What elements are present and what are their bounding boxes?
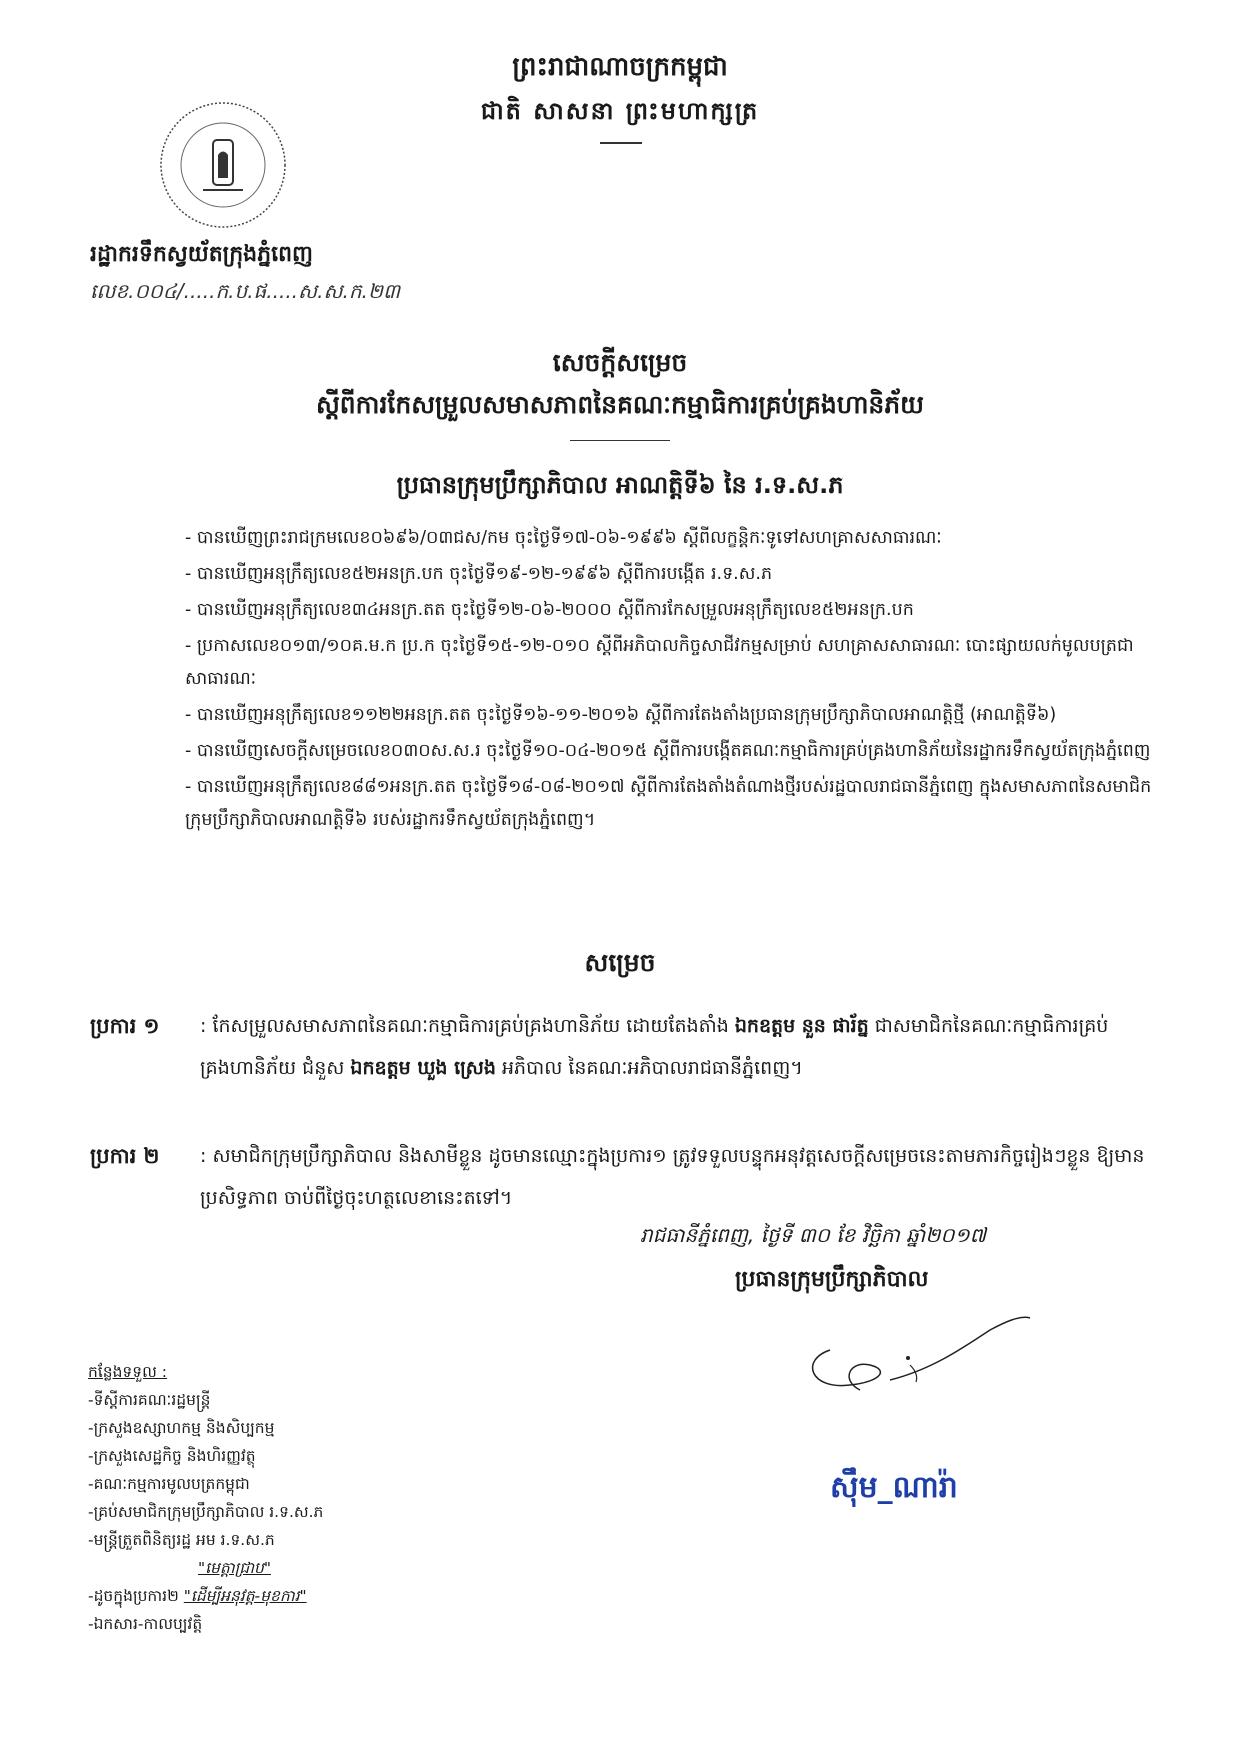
ppwsa-logo <box>158 100 288 230</box>
article-2-text: : សមាជិកក្រុមប្រឹក្សាភិបាល និងសាមីខ្លួន ដូចមានឈ្មោះក្នុងប្រការ១ ត្រូវទទួលបន្ទុកអនុវត្តសេចក្ដីសម្រេចនេះតាមភារកិច្ចរៀងៗខ្លួន ឱ្យមានប្រសិទ្ធភាព ចាប់ពីថ្ងៃចុះហត្ថលេខានេះតទៅ។ <box>200 1145 1145 1209</box>
article-1-text: : កែសម្រួលសមាសភាពនៃគណៈកម្មាធិការគ្រប់គ្រងហានិភ័យ ដោយតែងតាំង ឯកឧត្ដម នួន ផារ័ត្ន ជាសមាជិកនៃគណៈកម្មាធិការគ្រប់គ្រងហានិភ័យ ជំនួស ឯកឧត្ដម ឃួង ស្រេង អភិបាល នៃគណៈអភិបាលរាជធានីភ្នំពេញ។ <box>200 1015 1109 1079</box>
recipients-heading: កន្លែងទទួល : <box>88 1363 168 1381</box>
recipient-item: -ទីស្ដីការគណៈរដ្ឋមន្ត្រី <box>88 1391 211 1409</box>
signer-name: ស៊ឹម_ណារ៉ា <box>830 1470 958 1505</box>
article-1-label: ប្រការ ១ <box>90 1014 160 1038</box>
article-1 <box>90 1005 1160 1089</box>
recipient-item: -ក្រសួងសេដ្ឋកិច្ច និងហិរញ្ញវត្ថុ <box>88 1447 256 1465</box>
document-subject: ស្ដីពីការកែសម្រួលសមាសភាពនៃគណៈកម្មាធិការគ្រប់គ្រងហានិភ័យ <box>316 390 924 419</box>
signature-mark <box>790 1310 1050 1420</box>
reference-item: - បានឃើញព្រះរាជក្រមលេខ០៦៩៦/០៣ជស/កម ចុះថ្ងៃទី១៧-០៦-១៩៩៦ ស្ដីពីលក្ខន្តិកៈទូទៅសហគ្រាសសាធារណៈ <box>185 528 942 548</box>
reference-item: - បានឃើញអនុក្រឹត្យលេខ១១២២អនក្រ.តត ចុះថ្ងៃទី១៦-១១-២០១៦ ស្ដីពីការតែងតាំងប្រធានក្រុមប្រឹក្សាភិបាលអាណត្តិថ្មី (អាណត្តិទី៦) <box>185 705 1057 725</box>
document-issuer: ប្រធានក្រុមប្រឹក្សាភិបាល អាណត្តិទី៦ នៃ រ.ទ.ស.ភ <box>396 471 844 499</box>
reference-item: - ប្រកាសលេខ០១៣/១០គ.ម.ក ប្រ.ក ចុះថ្ងៃទី១៥-១២-០១០ ស្ដីពីអភិបាលកិច្ចសាជីវកម្មសម្រាប់ សហគ្រាសសាធារណៈ បោះផ្សាយលក់មូលបត្រជាសាធារណៈ <box>185 636 1134 689</box>
date-line: រាជធានីភ្នំពេញ, ថ្ងៃទី ៣០ ខែ វិច្ឆិកា ឆ្នាំ២០១៧ <box>640 1223 987 1247</box>
appointee-name: ឯកឧត្ដម នួន ផារ័ត្ន <box>734 1015 869 1037</box>
authority-name: រដ្ឋាករទឹកស្វយ័តក្រុងភ្នំពេញ <box>90 242 314 267</box>
reference-item: - បានឃើញសេចក្ដីសម្រេចលេខ០៣០ស.ស.រ ចុះថ្ងៃទី១០-០៤-២០១៥ ស្ដីពីការបង្កើតគណៈកម្មាធិការគ្រប់គ្រងហានិភ័យនៃរដ្ឋាករទឹកស្វយ័តក្រុងភ្នំពេញ <box>185 741 1151 761</box>
recipient-item: -គណៈកម្មការមូលបត្រកម្ពុជា <box>88 1475 250 1493</box>
reference-item: - បានឃើញអនុក្រឹត្យលេខ៥២អនក្រ.បក ចុះថ្ងៃទី១៩-១២-១៩៩៦ ស្ដីពីការបង្កើត រ.ទ.ស.ភ <box>185 564 773 584</box>
recipient-item: -ក្រសួងឧស្សាហកម្ម និងសិប្បកម្ម <box>88 1419 275 1437</box>
document-title: សេចក្ដីសម្រេច <box>552 348 688 377</box>
article-2-label: ប្រការ ២ <box>90 1144 160 1168</box>
nation-religion-king: ជាតិ សាសនា ព្រះមហាក្សត្រ <box>480 97 760 125</box>
recipient-item-implement: -ដូចក្នុងប្រការ២ "ដើម្បីអនុវត្ត-មុខការ" <box>88 1587 307 1605</box>
recipients-list <box>88 1358 323 1638</box>
recipient-note-info: "មេត្តាជ្រាប" <box>198 1559 271 1577</box>
kingdom-heading: ព្រះរាជាណាចក្រកម្ពុជា <box>512 52 728 82</box>
reference-item: - បានឃើញអនុក្រឹត្យលេខ៨៨១អនក្រ.តត ចុះថ្ងៃទី១៨-០៨-២០១៧ ស្ដីពីការតែងតាំងតំណាងថ្មីរបស់រដ្ឋបាលរាជធានីភ្នំពេញ ក្នុងសមាសភាពនៃសមាជិកក្រុមប្រឹក្សាភិបាលអាណត្តិទី៦ របស់រដ្ឋាករទឹកស្វយ័តក្រុងភ្នំពេញ។ <box>185 777 1152 830</box>
recipient-item: -មន្ត្រីត្រួតពិនិត្យរដ្ឋ អម រ.ទ.ស.ភ <box>88 1531 275 1549</box>
recipient-item-archive: -ឯកសារ-កាលប្បវត្តិ <box>88 1615 203 1633</box>
header-divider <box>600 142 642 144</box>
recipient-note-implement: "ដើម្បីអនុវត្ត-មុខការ" <box>183 1587 307 1605</box>
replaced-member-name: ឯកឧត្ដម ឃួង ស្រេង <box>350 1057 496 1079</box>
article-2 <box>90 1135 1160 1219</box>
reference-number: លេខ.០០៤/.....ក.ប.ផ.....ស.ស.ក.២៣ <box>90 279 401 303</box>
references-list <box>185 522 1155 840</box>
title-divider <box>570 440 670 441</box>
signer-title: ប្រធានក្រុមប្រឹក្សាភិបាល <box>735 1267 929 1292</box>
reference-item: - បានឃើញអនុក្រឹត្យលេខ៣៤អនក្រ.តត ចុះថ្ងៃទី១២-០៦-២០០០ ស្ដីពីការកែសម្រួលអនុក្រឹត្យលេខ៥២អនក្រ.បក <box>185 600 914 620</box>
decision-heading: សម្រេច <box>584 948 656 977</box>
recipient-item: -គ្រប់សមាជិកក្រុមប្រឹក្សាភិបាល រ.ទ.ស.ភ <box>88 1503 324 1521</box>
